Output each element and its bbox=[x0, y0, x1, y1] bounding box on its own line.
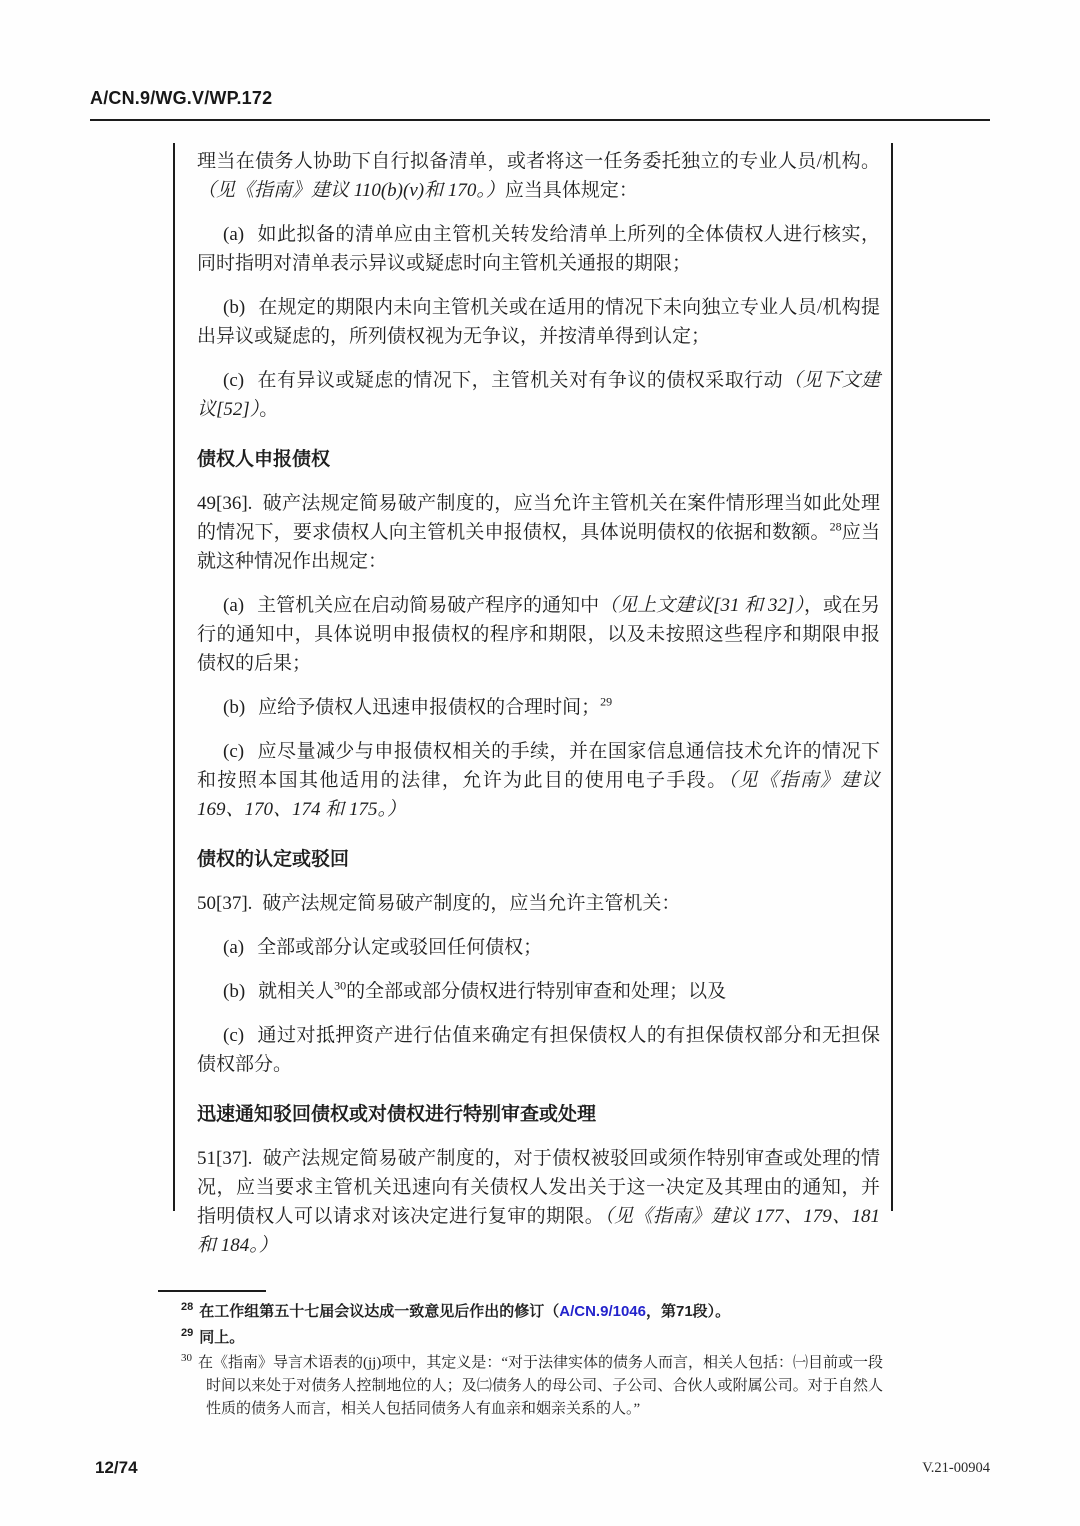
doc-link[interactable]: A/CN.9/1046 bbox=[559, 1303, 646, 1320]
text-segment: 迅速通知驳回债权或对债权进行特别审查或处理 bbox=[197, 1104, 597, 1125]
list-item-marker: (a) bbox=[223, 937, 245, 958]
footnote bbox=[181, 1300, 883, 1323]
footnote-reference: 30 bbox=[334, 978, 347, 993]
text-segment: 破产法规定简易破产制度的，应当允许主管机关： bbox=[262, 893, 681, 914]
footnote bbox=[181, 1326, 883, 1349]
paragraph-number: 51[37]. bbox=[197, 1148, 253, 1169]
paragraph bbox=[197, 147, 880, 205]
list-item bbox=[197, 693, 880, 722]
list-item bbox=[197, 293, 880, 351]
section-heading bbox=[197, 445, 880, 474]
list-item-marker: (b) bbox=[223, 697, 246, 718]
numbered-paragraph bbox=[197, 1144, 880, 1260]
footnote bbox=[181, 1352, 883, 1421]
list-item bbox=[197, 977, 880, 1006]
footnote-reference: 28 bbox=[829, 519, 842, 534]
list-item-marker: (c) bbox=[223, 1025, 245, 1046]
footnote-number: 28 bbox=[181, 1301, 194, 1313]
text-segment: 通过对抵押资产进行估值来确定有担保债权人的有担保债权部分和无担保债权部分。 bbox=[197, 1025, 880, 1075]
list-item-marker: (a) bbox=[223, 224, 245, 245]
list-item-marker: (a) bbox=[223, 595, 245, 616]
text-segment: 应当具体规定： bbox=[504, 180, 638, 201]
text-segment: 应当就这种情况作出规定： bbox=[197, 522, 880, 572]
text-segment: 全部或部分认定或驳回任何债权； bbox=[257, 937, 543, 958]
text-segment: 同上。 bbox=[199, 1329, 245, 1346]
footer-page-number: 12/74 bbox=[95, 1458, 138, 1477]
text-segment: 主管机关应在启动简易破产程序的通知中 bbox=[257, 595, 600, 616]
footer-doc-id: V.21-00904 bbox=[922, 1460, 990, 1476]
list-item bbox=[197, 591, 880, 678]
paragraph-number: 50[37]. bbox=[197, 893, 253, 914]
list-item bbox=[197, 1021, 880, 1079]
revision-marked-body-panel bbox=[173, 143, 893, 1256]
section-heading bbox=[197, 1100, 880, 1129]
section-heading bbox=[197, 845, 880, 874]
text-segment: （见《指南》建议 177、179、181 和 184。） bbox=[197, 1206, 880, 1256]
text-segment: 就相关人 bbox=[258, 981, 335, 1002]
numbered-paragraph bbox=[197, 489, 880, 576]
text-segment: 在规定的期限内未向主管机关或在适用的情况下未向独立专业人员/机构提出异议或疑虑的，所列债权视为无争议，并按清单得到认定； bbox=[197, 297, 880, 347]
list-item bbox=[197, 737, 880, 824]
footnote-number: 30 bbox=[181, 1352, 192, 1364]
text-segment: 。 bbox=[259, 399, 279, 420]
text-segment: 在有异议或疑虑的情况下，主管机关对有争议的债权采取行动 bbox=[257, 370, 784, 391]
text-segment: 的全部或部分债权进行特别审查和处理；以及 bbox=[346, 981, 727, 1002]
footnotes bbox=[181, 1300, 883, 1424]
text-segment: （见上文建议[31 和 32]） bbox=[599, 595, 804, 616]
numbered-paragraph bbox=[197, 889, 880, 918]
body-text bbox=[197, 147, 880, 1260]
list-item bbox=[197, 220, 880, 278]
text-segment: 债权人申报债权 bbox=[197, 449, 331, 470]
text-segment: 如此拟备的清单应由主管机关转发给清单上所列的全体债权人进行核实，同时指明对清单表示异议或疑虑时向主管机关通报的期限； bbox=[197, 224, 880, 274]
text-segment: （见下文建议[52]） bbox=[197, 370, 880, 420]
text-segment: ，第71段）。 bbox=[645, 1303, 731, 1320]
text-segment: 应尽量减少与申报债权相关的手续，并在国家信息通信技术允许的情况下和按照本国其他适用的法律，允许为此目的使用电子手段。 bbox=[197, 741, 880, 791]
text-segment: 在《指南》导言术语表的(jj)项中，其定义是：“对于法律实体的债务人而言，相关人包括：㈠目前或一段时间以来处于对债务人控制地位的人；及㈡债务人的母公司、子公司、合伙人或附属公司。对于自然人性质的债务人而言，相关人包括同债务人有血亲和姻亲关系的人。” bbox=[198, 1355, 883, 1417]
text-segment: （见《指南》建议 169、170、174 和 175。） bbox=[197, 770, 880, 820]
list-item bbox=[197, 366, 880, 424]
header-rule bbox=[90, 119, 990, 121]
text-segment: 理当在债务人协助下自行拟备清单，或者将这一任务委托独立的专业人员/机构。 bbox=[197, 151, 880, 172]
text-segment: 在工作组第五十七届会议达成一致意见后作出的修订（ bbox=[199, 1303, 560, 1320]
header-doc-symbol: A/CN.9/WG.V/WP.172 bbox=[90, 88, 273, 108]
list-item-marker: (b) bbox=[223, 981, 246, 1002]
text-segment: 债权的认定或驳回 bbox=[197, 849, 350, 870]
text-segment: 应给予债权人迅速申报债权的合理时间； bbox=[258, 697, 601, 718]
text-segment: 破产法规定简易破产制度的，应当允许主管机关在案件情形理当如此处理的情况下，要求债权人向主管机关申报债权，具体说明债权的依据和数额。 bbox=[197, 493, 880, 543]
text-segment: 破产法规定简易破产制度的，对于债权被驳回或须作特别审查或处理的情况，应当要求主管机关迅速向有关债权人发出关于这一决定及其理由的通知，并指明债权人可以请求对该决定进行复审的期限。 bbox=[197, 1148, 880, 1227]
text-segment: ，或在另行的通知中，具体说明申报债权的程序和期限，以及未按照这些程序和期限申报债权的后果； bbox=[197, 595, 880, 674]
footnote-separator bbox=[158, 1290, 266, 1292]
list-item-marker: (b) bbox=[223, 297, 246, 318]
footnote-number: 29 bbox=[181, 1327, 194, 1339]
list-item-marker: (c) bbox=[223, 370, 245, 391]
footnote-reference: 29 bbox=[600, 694, 613, 709]
paragraph-number: 49[36]. bbox=[197, 493, 253, 514]
list-item bbox=[197, 933, 880, 962]
list-item-marker: (c) bbox=[223, 741, 245, 762]
text-segment: （见《指南》建议 110(b)(v)和 170。） bbox=[197, 180, 505, 201]
